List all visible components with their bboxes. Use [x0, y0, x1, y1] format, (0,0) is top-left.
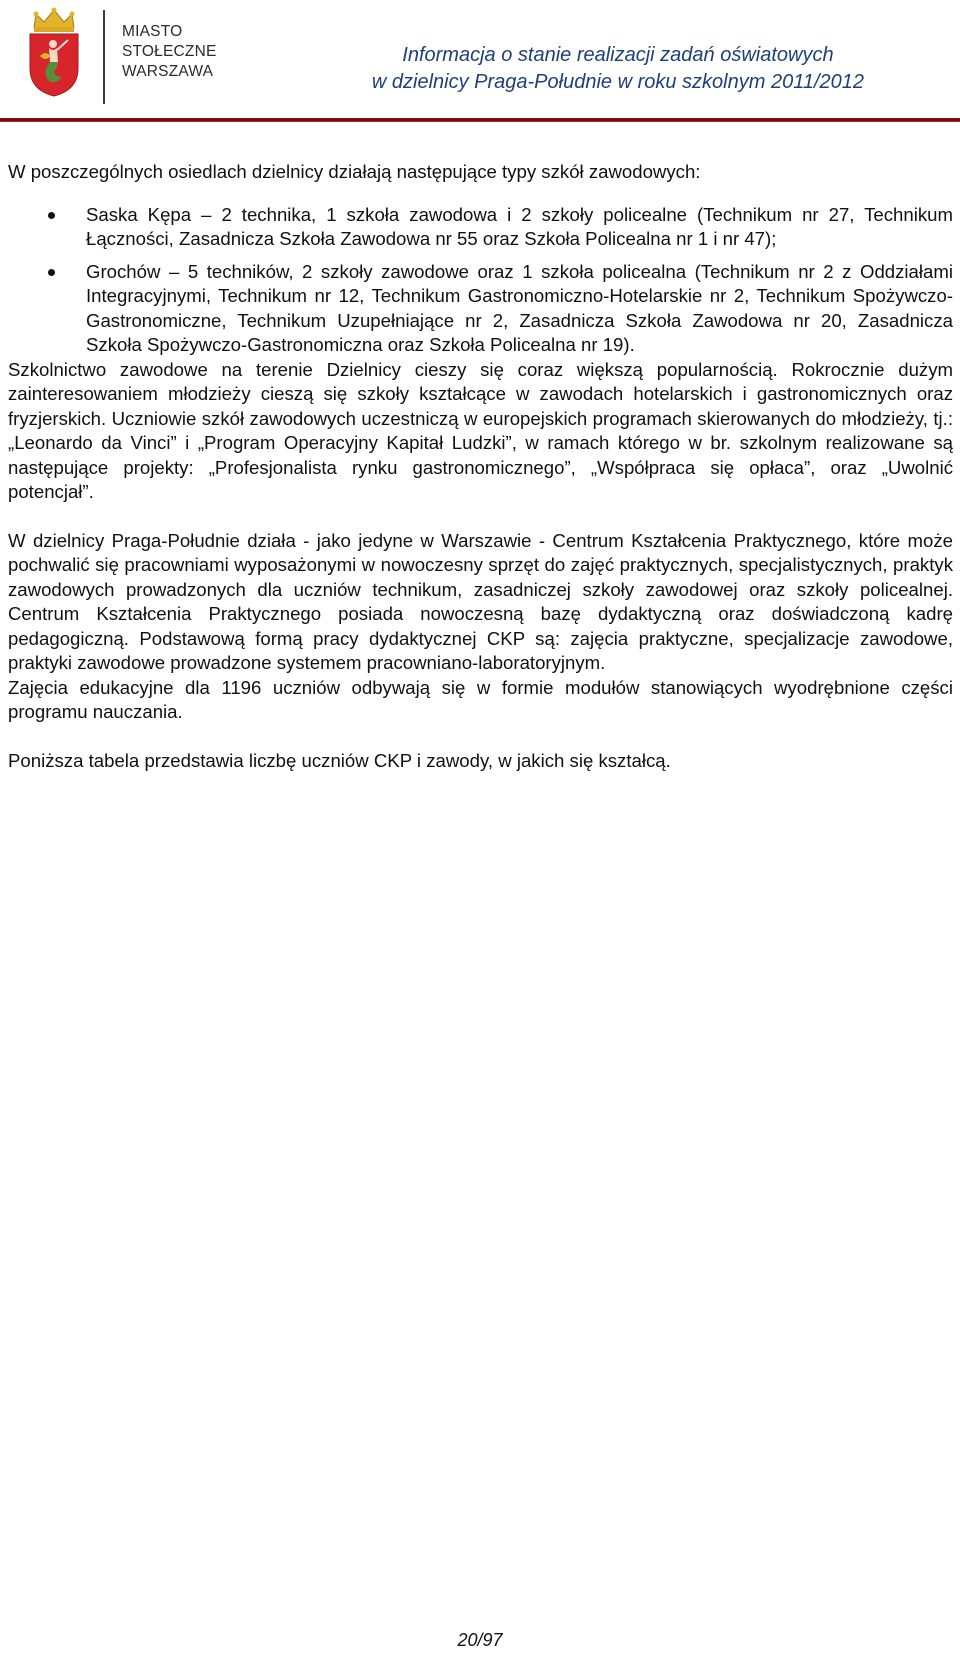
document-body — [8, 160, 953, 773]
list-item — [8, 260, 953, 358]
warsaw-coat-of-arms-logo — [26, 6, 82, 98]
logo-line: WARSZAWA — [122, 63, 214, 80]
header-title-line-2: w dzielnicy Praga-Południe w roku szkolnym 2011/2012 — [371, 71, 864, 93]
list-item — [8, 203, 953, 252]
bullet-icon — [48, 212, 55, 219]
page-number: 20/97 — [457, 1630, 503, 1650]
logo-divider — [103, 10, 105, 104]
school-list — [8, 203, 953, 358]
paragraph: Zajęcia edukacyjne dla 1196 uczniów odbywają się w formie modułów stanowiących wyodrębnione części programu nauczania. — [8, 676, 953, 722]
paragraph: W dzielnicy Praga-Południe działa - jako jedyne w Warszawie - Centrum Kształcenia Praktycznego, które może pochwalić się pracowniami wyposażonymi w nowoczesny sprzęt do zajęć praktycznych, specjalistycznych, praktyk zawodowych prowadzonych dla uczniów technikum, zasadniczej szkoły zawodowej oraz szkoły policealnej. Centrum Kształcenia Praktycznego posiada nowoczesną bazę dydaktyczną oraz doświadczoną kadrę pedagogiczną. Podstawową formą pracy dydaktycznej CKP są: zajęcia praktyczne, specjalizacje zawodowe, praktyki zawodowe prowadzone systemem pracowniano-laboratoryjnym. — [8, 529, 953, 673]
intro-paragraph: W poszczególnych osiedlach dzielnicy działają następujące typy szkół zawodowych: — [8, 161, 701, 182]
header-title-line-1: Informacja o stanie realizacji zadań oświatowych — [402, 44, 834, 66]
paragraph: Poniższa tabela przedstawia liczbę uczniów CKP i zawody, w jakich się kształcą. — [8, 749, 671, 771]
logo-wordmark — [122, 22, 217, 82]
logo-line: STOŁECZNE — [122, 43, 217, 60]
paragraph: Szkolnictwo zawodowe na terenie Dzielnicy cieszy się coraz większą popularnością. Rokrocznie dużym zainteresowaniem młodzieży cieszą się szkoły kształcące w zawodach hotelarskich i gastronomicznych oraz fryzjerskich. Uczniowie szkół zawodowych uczestniczą w europejskich programach skierowanych do młodzieży, tj.: „Leonardo da Vinci” i „Program Operacyjny Kapitał Ludzki”, w ramach którego w br. szkolnym realizowane są następujące projekty: „Profesjonalista rynku gastronomicznego”, „Współpraca się opłaca”, oraz „Uwolnić potencjał”. — [8, 358, 953, 502]
list-item-text: Saska Kępa – 2 technika, 1 szkoła zawodowa i 2 szkoły policealne (Technikum nr 27, Technikum Łączności, Zasadnicza Szkoła Zawodowa nr 55 oraz Szkoła Policealna nr 1 i nr 47); — [86, 203, 953, 249]
document-header-title — [372, 42, 864, 96]
list-item-text: Grochów – 5 techników, 2 szkoły zawodowe oraz 1 szkoła policealna (Technikum nr 2 z Oddziałami Integracyjnymi, Technikum nr 12, Technikum Gastronomiczno-Hotelarskie nr 2, Technikum Spożywczo-Gastronomiczne, Technikum Uzupełniające nr 2, Zasadnicza Szkoła Zawodowa nr 20, Zasadnicza Szkoła Spożywczo-Gastronomiczna oraz Szkoła Policealna nr 19). — [86, 260, 953, 355]
header-rule-accent — [0, 121, 960, 122]
page-header — [0, 0, 960, 126]
bullet-icon — [48, 269, 55, 276]
logo-line: MIASTO — [122, 23, 183, 40]
